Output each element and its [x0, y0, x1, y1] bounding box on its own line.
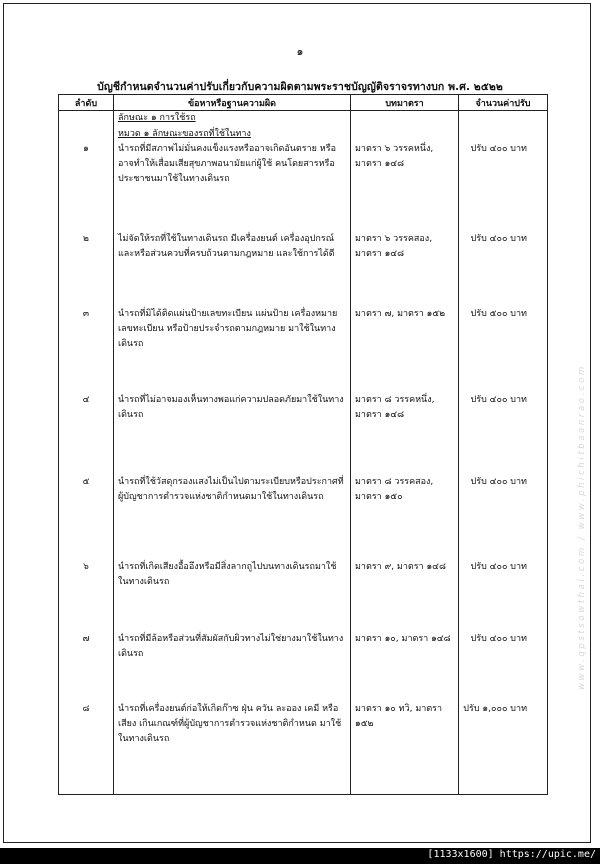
- row-offense: นำรถที่มีล้อหรือส่วนที่สัมผัสกับผิวทางไม่ใช่ยางมาใช้ในทางเดินรถ: [114, 632, 351, 702]
- row-number: ๕: [59, 475, 114, 560]
- row-offense: นำรถที่ใช้วัสดุกรองแสงไม่เป็นไปตามระเบียบหรือประกาศที่ผู้บัญชาการตำรวจแห่งชาติกำหนดมาใช้ในทางเดินรถ: [114, 475, 351, 560]
- row-section: มาตรา ๖ วรรคสอง, มาตรา ๑๔๘: [351, 232, 459, 307]
- row-offense: ไม่จัดให้รถที่ใช้ในทางเดินรถ มีเครื่องยนต์ เครื่องอุปกรณ์ และหรือส่วนควบที่ครบถ้วนตามกฎหมาย และใช้การได้ดี: [114, 232, 351, 307]
- row-section: มาตรา ๘ วรรคสอง, มาตรา ๑๕๐: [351, 475, 459, 560]
- row-section: มาตรา ๗, มาตรา ๑๕๒: [351, 307, 459, 393]
- row-offense: นำรถที่มีสภาพไม่มั่นคงแข็งแรงหรืออาจเกิดอันตราย หรืออาจทำให้เสื่อมเสียสุขภาพอนามัยแก่ผู้ใช้ คนโดยสารหรือประชาชนมาใช้ในทางเดินรถ: [114, 142, 351, 232]
- row-fine: ปรับ ๔๐๐ บาท: [459, 142, 548, 232]
- row-section: มาตรา ๑๐ ทวิ, มาตรา ๑๕๒: [351, 702, 459, 795]
- table-header-row: [59, 95, 548, 111]
- row-offense: นำรถที่มิได้ติดแผ่นป้ายเลขทะเบียน แผ่นป้าย เครื่องหมายเลขทะเบียน หรือป้ายประจำรถตามกฎหมาย มาใช้ในทางเดินรถ: [114, 307, 351, 393]
- row-number: ๗: [59, 632, 114, 702]
- row-section: มาตรา ๖ วรรคหนึ่ง, มาตรา ๑๔๘: [351, 142, 459, 232]
- table-row: [59, 232, 548, 307]
- table-row: [59, 307, 548, 393]
- row-fine: ปรับ ๔๐๐ บาท: [459, 475, 548, 560]
- chapter-heading: ลักษณะ ๑ การใช้รถ: [118, 113, 196, 123]
- row-offense: นำรถที่ไม่อาจมองเห็นทางพอแก่ความปลอดภัยมาใช้ในทางเดินรถ: [114, 393, 351, 475]
- header-no: ลำดับ: [59, 95, 114, 111]
- table-row: [59, 475, 548, 560]
- row-fine: ปรับ ๕๐๐ บาท: [459, 307, 548, 393]
- row-offense: นำรถที่เกิดเสียงอื้ออึงหรือมีสิ่งลากถูไปบนทางเดินรถมาใช้ในทางเดินรถ: [114, 560, 351, 632]
- row-number: ๒: [59, 232, 114, 307]
- row-offense: นำรถที่เครื่องยนต์ก่อให้เกิดก๊าซ ฝุ่น ควัน ละออง เคมี หรือเสียง เกินเกณฑ์ที่ผู้บัญชาการตำรวจแห่งชาติกำหนด มาใช้ในทางเดินรถ: [114, 702, 351, 795]
- watermark-text: www.qpstsowthai.com / www.phichitbaanrao.com: [577, 364, 587, 690]
- row-fine: ปรับ ๔๐๐ บาท: [459, 632, 548, 702]
- row-fine: ปรับ ๑,๐๐๐ บาท: [459, 702, 548, 795]
- row-number: ๔: [59, 393, 114, 475]
- image-host-footer: [0, 848, 600, 864]
- section-heading: หมวด ๑ ลักษณะของรถที่ใช้ในทาง: [118, 129, 251, 139]
- table-row: [59, 702, 548, 795]
- row-number: ๘: [59, 702, 114, 795]
- row-section: มาตรา ๑๐, มาตรา ๑๔๘: [351, 632, 459, 702]
- fines-table: [58, 94, 548, 795]
- page-number: ๑: [296, 45, 304, 58]
- table-row: [59, 632, 548, 702]
- row-section: มาตรา ๙, มาตรา ๑๔๘: [351, 560, 459, 632]
- row-number: ๓: [59, 307, 114, 393]
- document-title: บัญชีกำหนดจำนวนค่าปรับเกี่ยวกับความผิดตามพระราชบัญญัติจราจรทางบก พ.ศ. ๒๕๒๒: [97, 81, 503, 93]
- table-row: [59, 560, 548, 632]
- table-row: [59, 393, 548, 475]
- table-row: [59, 111, 548, 128]
- table-row: [59, 127, 548, 142]
- header-fine: จำนวนค่าปรับ: [459, 95, 548, 111]
- header-section: บทมาตรา: [351, 95, 459, 111]
- row-fine: ปรับ ๔๐๐ บาท: [459, 393, 548, 475]
- header-offense: ข้อหาหรือฐานความผิด: [114, 95, 351, 111]
- row-number: ๖: [59, 560, 114, 632]
- row-fine: ปรับ ๔๐๐ บาท: [459, 232, 548, 307]
- footer-link[interactable]: [1133x1600] https://upic.me/: [427, 849, 596, 860]
- row-fine: ปรับ ๔๐๐ บาท: [459, 560, 548, 632]
- row-section: มาตรา ๘ วรรคหนึ่ง, มาตรา ๑๔๘: [351, 393, 459, 475]
- table-row: [59, 142, 548, 232]
- row-number: ๑: [59, 142, 114, 232]
